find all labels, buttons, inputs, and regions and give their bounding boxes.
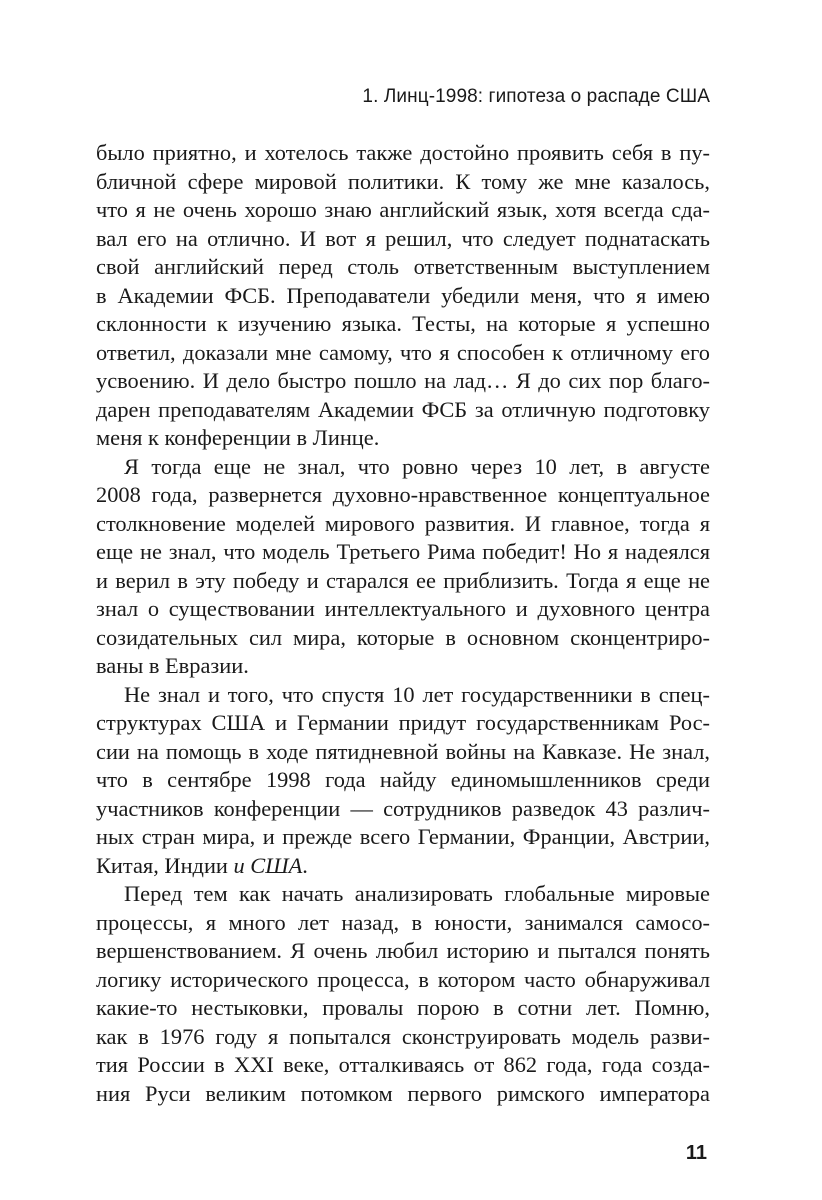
- text-line: еще не знал, что модель Третьего Рима победит! Но я надеялся: [96, 539, 710, 564]
- text-line: было приятно, и хотелось также достойно проявить себя в пу-: [96, 140, 710, 165]
- text-line: Перед тем как начать анализировать глобальные мировые: [124, 881, 710, 906]
- text-line: дарен преподавателям Академии ФСБ за отличную подготовку: [96, 396, 710, 422]
- text-line: как в 1976 году я попытался сконструировать модель разви-: [96, 1023, 710, 1049]
- text-run: Китая, Индии: [96, 852, 234, 878]
- text-line: участников конференции — сотрудников разведок 43 различ-: [96, 795, 710, 821]
- text-line: знал о существовании интеллектуального и духовного центра: [96, 596, 710, 621]
- text-line: и верил в эту победу и старался ее приблизить. Тогда я еще не: [96, 567, 710, 593]
- text-line: вершенствованием. Я очень любил историю и пытался понять: [96, 938, 710, 963]
- text-line: [96, 852, 710, 881]
- text-line: 2008 года, развернется духовно-нравственное концептуальное: [96, 482, 710, 507]
- text-line: вал его на отлично. И вот я решил, что следует поднатаскать: [96, 225, 710, 251]
- text-line: склонности к изучению языка. Тесты, на которые я успешно: [96, 311, 710, 336]
- italic-text-run: и США: [233, 852, 303, 878]
- running-header: 1. Линц-1998: гипотеза о распаде США: [362, 86, 710, 107]
- text-line: ваны в Евразии.: [96, 653, 249, 678]
- text-line: структурах США и Германии придут государственникам Рос-: [96, 710, 710, 735]
- text-line: Не знал и того, что спустя 10 лет государственники в спец-: [124, 681, 710, 707]
- text-line: что в сентябре 1998 года найду единомышленников среди: [96, 767, 710, 792]
- paragraph: [96, 139, 710, 453]
- text-line: сии на помощь в ходе пятидневной войны на Кавказе. Не знал,: [96, 738, 710, 764]
- text-line: меня к конференции в Линце.: [96, 425, 380, 450]
- text-line: процессы, я много лет назад, в юности, занимался самосо-: [96, 909, 710, 935]
- text-line: какие-то нестыковки, провалы порою в сотни лет. Помню,: [96, 995, 710, 1020]
- paragraph: [96, 681, 710, 881]
- text-line: в Академии ФСБ. Преподаватели убедили меня, что я имею: [96, 282, 710, 308]
- text-line: столкновение моделей мирового развития. И главное, тогда я: [96, 510, 710, 536]
- text-line: ния Руси великим потомком первого римского императора: [96, 1080, 710, 1106]
- text-line: созидательных сил мира, которые в основном сконцентриро-: [96, 624, 710, 650]
- text-line: ных стран мира, и прежде всего Германии, Франции, Австрии,: [96, 824, 710, 849]
- text-line: логику исторического процесса, в котором часто обнаруживал: [96, 966, 710, 992]
- text-run: .: [302, 852, 308, 878]
- paragraph: [96, 880, 710, 1108]
- paragraph: [96, 453, 710, 681]
- text-line: усвоению. И дело быстро пошло на лад… Я до сих пор благо-: [96, 368, 710, 393]
- text-line: бличной сфере мировой политики. К тому же мне казалось,: [96, 168, 710, 194]
- text-line: свой английский перед столь ответственным выступлением: [96, 254, 710, 279]
- text-line: тия России в XXI веке, отталкиваясь от 862 года, года созда-: [96, 1052, 710, 1077]
- body-text: [96, 139, 710, 1108]
- page-number: 11: [685, 1142, 707, 1164]
- text-line: ответил, доказали мне самому, что я способен к отличному его: [96, 339, 710, 365]
- text-line: что я не очень хорошо знаю английский язык, хотя всегда сда-: [96, 197, 710, 222]
- text-line: Я тогда еще не знал, что ровно через 10 лет, в августе: [124, 453, 710, 479]
